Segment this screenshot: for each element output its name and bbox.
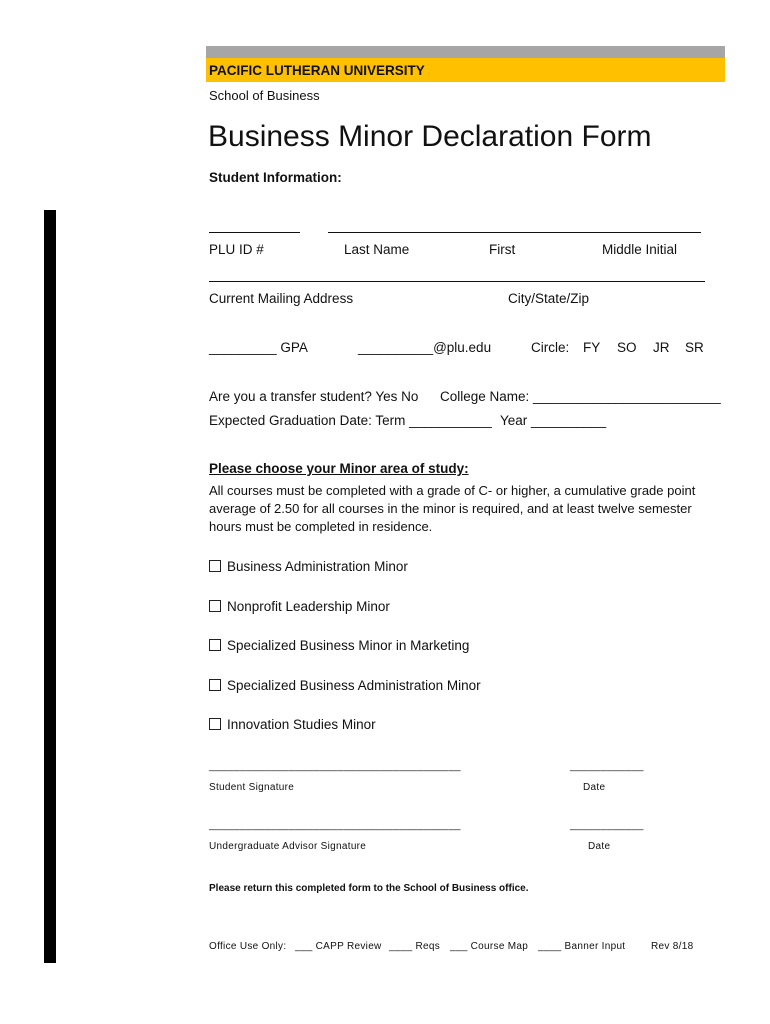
class-option-fy[interactable]: FY <box>583 340 601 355</box>
student-date-label: Date <box>583 782 606 793</box>
reqs-field[interactable]: ____ Reqs <box>389 941 441 952</box>
plu-id-label: PLU ID # <box>209 242 264 257</box>
return-instructions: Please return this completed form to the School of Business office. <box>209 883 529 894</box>
student-signature-label: Student Signature <box>209 782 295 793</box>
form-title: Business Minor Declaration Form <box>208 120 652 153</box>
mailing-address-label: Current Mailing Address <box>209 291 354 306</box>
left-margin-bar <box>44 210 56 963</box>
course-map-field[interactable]: ___ Course Map <box>450 941 529 952</box>
revision-label: Rev 8/18 <box>651 941 694 952</box>
last-name-label: Last Name <box>344 242 410 257</box>
college-name-field[interactable]: College Name: _________________________ <box>440 389 721 404</box>
graduation-term-field[interactable]: Expected Graduation Date: Term ___________ <box>209 413 492 428</box>
plu-id-field[interactable] <box>209 232 300 233</box>
graduation-year-field[interactable]: Year __________ <box>500 413 607 428</box>
office-use-label: Office Use Only: <box>209 941 287 952</box>
address-field[interactable] <box>209 281 705 282</box>
class-option-jr[interactable]: JR <box>653 340 670 355</box>
minor-option-nonprofit-leadership[interactable] <box>209 599 390 614</box>
minor-heading: Please choose your Minor area of study: <box>209 461 469 476</box>
banner-input-field[interactable]: ____ Banner Input <box>538 941 626 952</box>
checkbox-icon[interactable] <box>209 679 221 691</box>
header-gray-bar <box>206 46 725 58</box>
checkbox-icon[interactable] <box>209 718 221 730</box>
checkbox-icon[interactable] <box>209 560 221 572</box>
student-date-line[interactable]: ____________ <box>570 760 644 772</box>
class-option-so[interactable]: SO <box>617 340 637 355</box>
university-name: PACIFIC LUTHERAN UNIVERSITY <box>209 63 425 78</box>
advisor-signature-line[interactable]: _________________________________________ <box>209 819 461 831</box>
minor-option-label: Innovation Studies Minor <box>227 717 376 732</box>
circle-label: Circle: <box>531 340 570 355</box>
school-name: School of Business <box>209 88 320 103</box>
minor-option-marketing[interactable] <box>209 638 469 653</box>
city-state-zip-label: City/State/Zip <box>508 291 590 306</box>
class-option-sr[interactable]: SR <box>685 340 704 355</box>
middle-initial-label: Middle Initial <box>602 242 678 257</box>
minor-option-label: Business Administration Minor <box>227 559 408 574</box>
student-info-heading: Student Information: <box>209 170 342 185</box>
minor-option-specialized-business-administration[interactable] <box>209 678 481 693</box>
advisor-date-line[interactable]: ____________ <box>570 819 644 831</box>
student-signature-line[interactable]: _________________________________________ <box>209 760 461 772</box>
name-field[interactable] <box>328 232 701 233</box>
email-field[interactable]: __________@plu.edu <box>358 340 492 355</box>
advisor-date-label: Date <box>588 841 611 852</box>
checkbox-icon[interactable] <box>209 639 221 651</box>
first-name-label: First <box>489 242 516 257</box>
minor-option-label: Nonprofit Leadership Minor <box>227 599 390 614</box>
minor-option-label: Specialized Business Administration Minor <box>227 678 481 693</box>
minor-option-innovation-studies[interactable] <box>209 717 376 732</box>
capp-review-field[interactable]: ___ CAPP Review <box>295 941 382 952</box>
advisor-signature-label: Undergraduate Advisor Signature <box>209 841 367 852</box>
minor-requirements-note: All courses must be completed with a grade of C- or higher, a cumulative grade point average of 2.50 for all courses in the minor is required, and at least twelve semester hours must be completed in residence. <box>209 483 696 534</box>
minor-option-label: Specialized Business Minor in Marketing <box>227 638 470 653</box>
transfer-question[interactable]: Are you a transfer student? Yes No <box>209 389 419 404</box>
checkbox-icon[interactable] <box>209 600 221 612</box>
minor-option-business-administration[interactable] <box>209 559 408 574</box>
gpa-field[interactable]: _________ GPA <box>209 340 308 355</box>
